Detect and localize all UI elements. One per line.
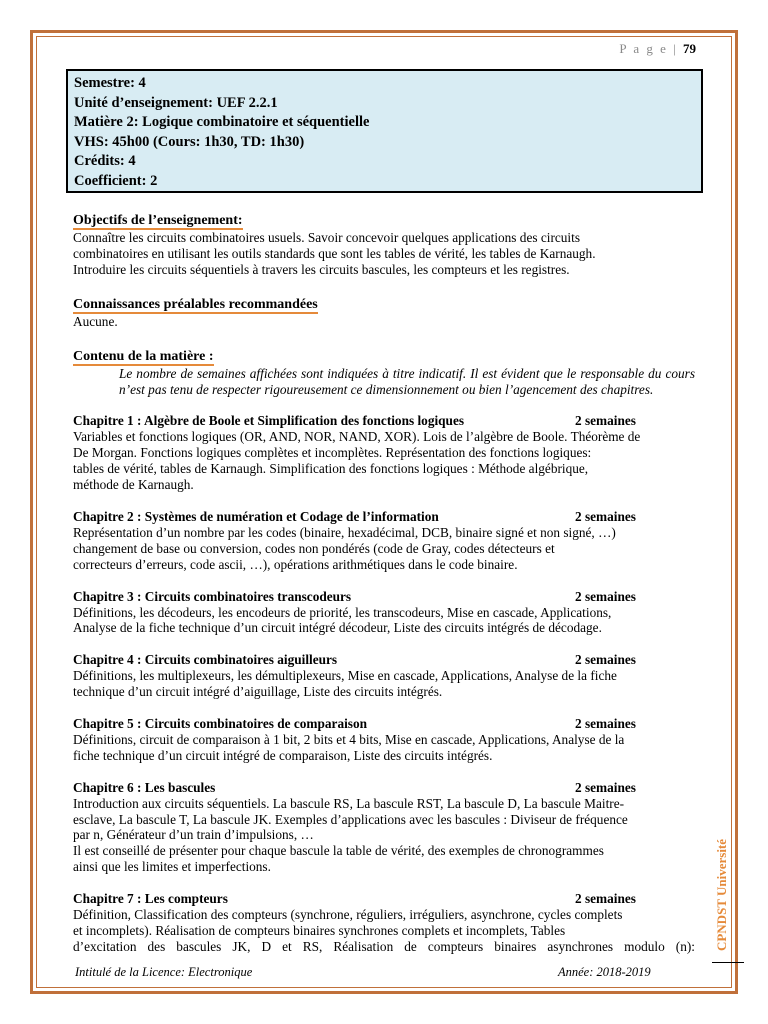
chapter-line: et incomplets). Réalisation de compteurs binaires synchrones complets et incomplets, Tables — [73, 923, 566, 938]
objectifs-title: Objectifs de l’enseignement: — [73, 213, 243, 228]
chapter-line: technique d’un circuit intégré d’aiguillage, Liste des circuits intégrés. — [73, 684, 443, 700]
section-connaissances — [73, 296, 695, 330]
chapter-7 — [73, 891, 695, 955]
connaissances-title: Connaissances préalables recommandées — [73, 296, 318, 312]
chapter-4 — [73, 652, 695, 700]
page-number: 79 — [683, 41, 696, 56]
chapter-title: Chapitre 2 : Systèmes de numération et Codage de l’information — [73, 508, 439, 524]
chapter-line: Définitions, les multiplexeurs, les démultiplexeurs, Mise en cascade, Applications, Analyse de la fiche — [73, 668, 617, 684]
connaissances-text: Aucune. — [73, 313, 118, 329]
page-label: P a g e | — [619, 41, 678, 56]
chapter-6 — [73, 780, 695, 875]
footer-annee: Année: 2018-2019 — [558, 965, 651, 979]
contenu-note-line: du cours n’est pas tenu de respecter rigoureusement ce dimensionnement ou bien l’agencement — [119, 365, 695, 397]
chapter-line: Variables et fonctions logiques (OR, AND, NOR, NAND, XOR). Lois de l’algèbre de Boole. Théorème de — [73, 429, 641, 445]
vhs: VHS: 45h00 (Cours: 1h30, TD: 1h30) — [74, 133, 305, 150]
chapter-line: Il est conseillé de présenter pour chaque bascule la table de vérité, des exemples de chronogrammes — [73, 843, 604, 859]
chapter-line: esclave, La bascule T, La bascule JK. Exemples d’applications avec les bascules : Diviseur de fréquence — [73, 811, 628, 827]
matiere: Matière 2: Logique combinatoire et séquentielle — [74, 114, 370, 131]
chapter-duration: 2 semaines — [575, 891, 636, 907]
contenu-note — [73, 366, 695, 398]
chapter-duration: 2 semaines — [575, 716, 636, 732]
footer-licence: Intitulé de la Licence: Electronique — [75, 965, 253, 979]
semestre: Semestre: 4 — [74, 75, 146, 91]
chapter-title: Chapitre 1 : Algèbre de Boole et Simplification des fonctions logiques — [73, 413, 465, 429]
chapter-duration: 2 semaines — [575, 588, 636, 604]
objectifs-line: Connaître les circuits combinatoires usuels. Savoir concevoir quelques applications des circuits — [73, 230, 580, 245]
side-divider — [712, 962, 744, 963]
chapter-line: méthode de Karnaugh. — [73, 477, 194, 493]
chapter-title: Chapitre 5 : Circuits combinatoires de comparaison — [73, 716, 367, 732]
contenu-note-line: des chapitres. — [579, 381, 654, 397]
chapter-title: Chapitre 3 : Circuits combinatoires transcodeurs — [73, 588, 352, 604]
chapter-duration: 2 semaines — [575, 652, 636, 668]
chapter-title: Chapitre 4 : Circuits combinatoires aiguilleurs — [73, 652, 338, 668]
chapter-line: Définition, Classification des compteurs (synchrone, réguliers, irréguliers, asynchrone, cycles complets — [73, 907, 623, 923]
chapter-2 — [73, 509, 695, 573]
chapter-duration: 2 semaines — [575, 413, 636, 429]
chapter-line: Représentation d’un nombre par les codes (binaire, hexadécimal, DCB, binaire signé et non signé, …) — [73, 524, 616, 540]
chapter-line: ainsi que les limites et imperfections. — [73, 859, 271, 875]
chapter-title: Chapitre 7 : Les compteurs — [73, 891, 228, 907]
unite-enseignement: Unité d’enseignement: UEF 2.2.1 — [74, 94, 278, 111]
chapter-duration: 2 semaines — [575, 508, 636, 524]
side-label-text: CPNDST Université — [714, 838, 729, 952]
chapter-line: De Morgan. Fonctions logiques complètes et incomplètes. Représentation des fonctions logiques: — [73, 445, 592, 461]
chapter-line: Définitions, les décodeurs, les encodeurs de priorité, les transcodeurs, Mise en cascade, Applications, — [73, 604, 612, 620]
chapter-line: correcteurs d’erreurs, code ascii, …), opérations arithmétiques dans le code binaire. — [73, 556, 518, 572]
credits: Crédits: 4 — [74, 153, 136, 170]
chapter-line: Analyse de la fiche technique d’un circuit intégré décodeur, Liste des circuits intégrés de décodage. — [73, 620, 602, 636]
chapter-line: fiche technique d’un circuit intégré de comparaison, Liste des circuits intégrés. — [73, 747, 493, 763]
coefficient: Coefficient: 2 — [74, 172, 158, 189]
section-objectifs — [73, 212, 695, 278]
section-contenu — [73, 348, 695, 398]
chapter-line: tables de vérité, tables de Karnaugh. Simplification des fonctions logiques : Méthode algébrique, — [73, 461, 589, 477]
main-content — [73, 212, 695, 955]
chapter-title: Chapitre 6 : Les bascules — [73, 779, 216, 795]
chapter-line: d’excitation des bascules JK, D et RS, Réalisation de compteurs binaires asynchrones modulo (n): — [73, 938, 695, 954]
course-info-box — [66, 69, 703, 193]
chapter-line: Définitions, circuit de comparaison à 1 bit, 2 bits et 4 bits, Mise en cascade, Applications, Analyse de la — [73, 731, 625, 747]
chapter-duration: 2 semaines — [575, 779, 636, 795]
chapter-3 — [73, 589, 695, 637]
chapter-line: Introduction aux circuits séquentiels. La bascule RS, La bascule RST, La bascule D, La bascule Maitre- — [73, 795, 625, 811]
page-number-header — [619, 41, 696, 57]
contenu-title: Contenu de la matière : — [73, 348, 214, 364]
objectifs-line: Introduire les circuits séquentiels à travers les circuits bascules, les compteurs et les registres. — [73, 261, 570, 277]
side-label — [712, 830, 732, 960]
contenu-note-line: Le nombre de semaines affichées sont indiquées à titre indicatif. Il est évident que le responsable — [119, 365, 645, 381]
chapter-line: changement de base ou conversion, codes non pondérés (code de Gray, codes détecteurs et — [73, 540, 555, 556]
objectifs-line: combinatoires en utilisant les outils standards que sont les tables de vérité, les tables de Karnaugh. — [73, 245, 596, 261]
chapter-1 — [73, 413, 695, 493]
chapter-5 — [73, 716, 695, 764]
chapter-line: par n, Générateur d’un train d’impulsions, … — [73, 827, 314, 843]
